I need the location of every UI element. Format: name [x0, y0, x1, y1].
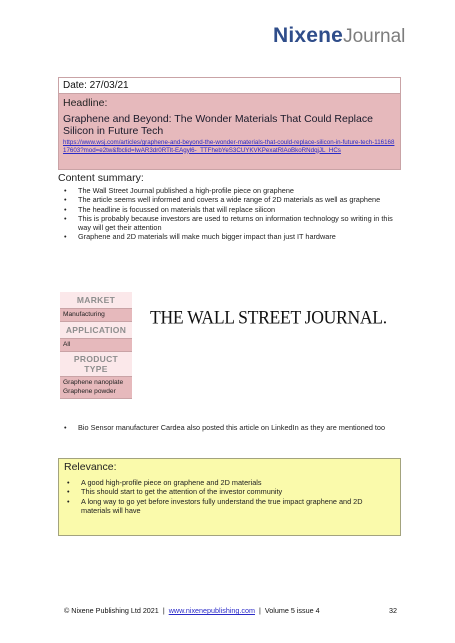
- list-item: • A long way to go yet before investors fully understand the true impact graphene and 2D materials will have: [67, 496, 363, 515]
- footer-separator: |: [258, 606, 261, 615]
- bullet-icon: •: [67, 496, 70, 506]
- brand-name-bold: Nixene: [273, 24, 344, 47]
- page-number: 32: [389, 606, 397, 615]
- product-type-tag-value: Graphene nanoplate Graphene powder: [60, 377, 132, 398]
- wall-street-journal-logo: THE WALL STREET JOURNAL.: [150, 305, 387, 328]
- list-item: • Graphene and 2D materials will make much bigger impact than just IT hardware: [64, 232, 336, 242]
- bullet-icon: •: [64, 195, 67, 205]
- relevance-list: [67, 478, 387, 515]
- bullet-icon: •: [64, 186, 67, 195]
- list-item: • Bio Sensor manufacturer Cardea also posted this article on LinkedIn as they are mentioned too: [64, 423, 386, 432]
- list-item: • A good high-profile piece on graphene and 2D materials: [67, 478, 262, 487]
- application-tag-value: All: [60, 339, 132, 352]
- list-item: • This should start to get the attention of the investor community: [67, 487, 283, 497]
- headline-box: [58, 93, 401, 170]
- headline-url-link[interactable]: https://www.wsj.com/articles/graphene-and-beyond-the-wonder-materials-that-could-replace-silicon-in-future-tech-11616817603?mod=e2tw&fbclid=IwAR3dr0RTlt-EAgyl6-_TTFhebYeS3CUYKVKPexatRlAoBkoRNdqjJL_HCs: [63, 139, 395, 154]
- bullet-icon: •: [64, 232, 67, 242]
- page-footer: [64, 606, 404, 616]
- content-summary-list: [64, 186, 394, 241]
- bullet-icon: •: [67, 478, 70, 487]
- bullet-icon: •: [64, 213, 67, 223]
- relevance-label: Relevance:: [64, 461, 117, 473]
- list-item: • The article seems well informed and covers a wide range of 2D materials as well as graphene: [64, 195, 381, 205]
- brand-name-light: Journal: [343, 26, 406, 47]
- article-date: Date: 27/03/21: [58, 77, 401, 93]
- bullet-icon: •: [64, 204, 67, 214]
- headline-title: Graphene and Beyond: The Wonder Materials That Could Replace Silicon in Future Tech: [63, 113, 373, 137]
- footer-copyright: © Nixene Publishing Ltd 2021: [64, 606, 159, 615]
- footer-separator: |: [162, 606, 165, 615]
- market-tag-header: MARKET: [60, 292, 132, 309]
- product-type-tag-header: PRODUCT TYPE: [60, 352, 132, 377]
- list-item: • The headline is focussed on materials that will replace silicon: [64, 204, 276, 214]
- classification-tag-panel: [60, 292, 132, 399]
- list-item: • The Wall Street Journal published a high-profile piece on graphene: [64, 186, 294, 195]
- content-summary-label: Content summary:: [58, 172, 144, 184]
- footer-website-link[interactable]: www.nixenepublishing.com: [168, 606, 255, 615]
- extra-notes-list: [64, 423, 394, 432]
- application-tag-header: APPLICATION: [60, 322, 132, 339]
- market-tag-value: Manufacturing: [60, 309, 132, 322]
- relevance-box: [58, 458, 401, 536]
- headline-label: Headline:: [63, 97, 108, 109]
- journal-brand-logo: [273, 24, 423, 54]
- bullet-icon: •: [67, 487, 70, 497]
- footer-issue: Volume 5 issue 4: [264, 606, 320, 615]
- list-item: • This is probably because investors are used to returns on information technology so writing in this way will get their attention: [64, 213, 393, 232]
- bullet-icon: •: [64, 423, 67, 432]
